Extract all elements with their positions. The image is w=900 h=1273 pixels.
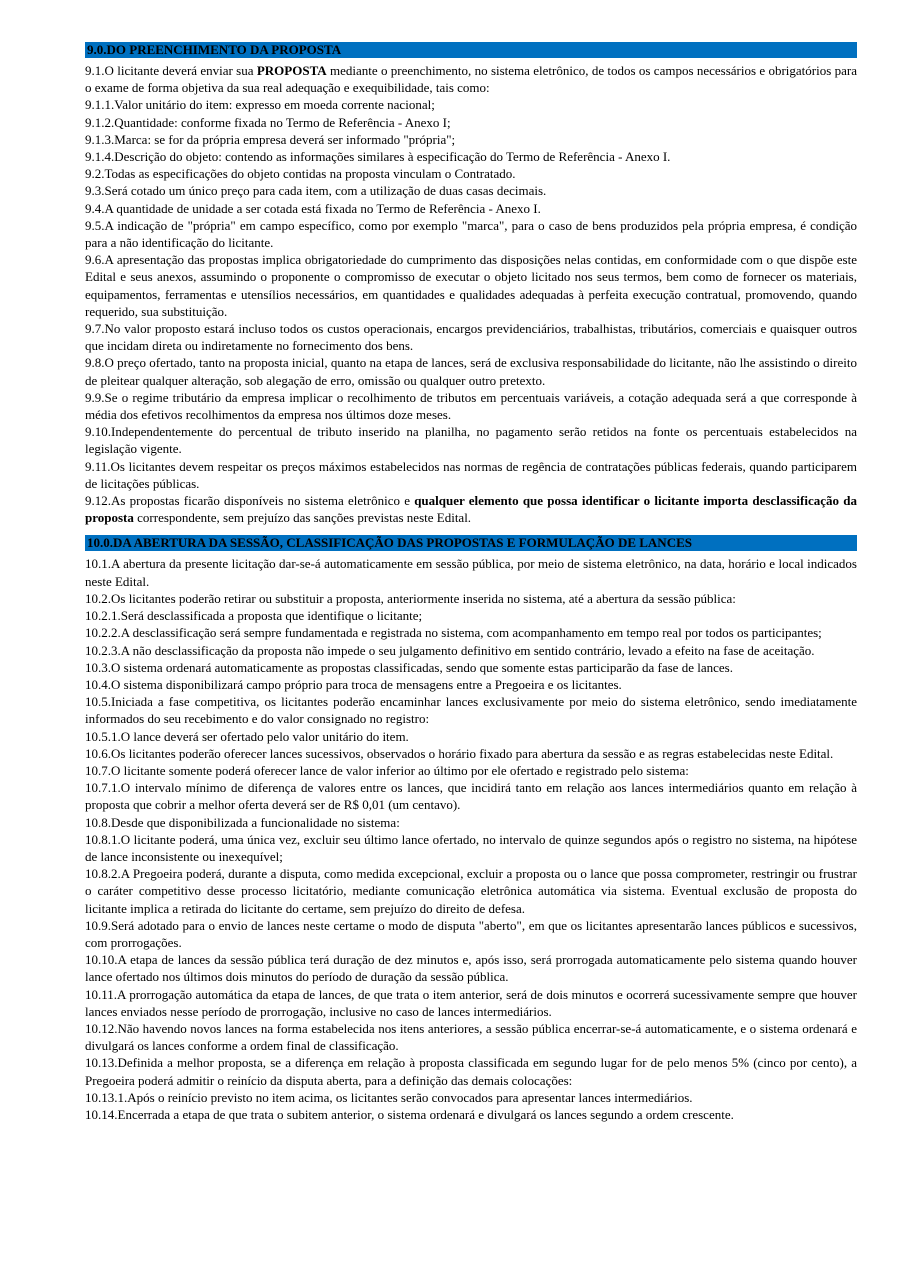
paragraph	[85, 659, 857, 676]
text-run: 10.2.2.A desclassificação será sempre fundamentada e registrada no sistema, com acompanhamento em tempo real por todos os participantes;	[85, 625, 822, 641]
text-run: 9.7.No valor proposto estará incluso todos os custos operacionais, encargos previdenciários, trabalhistas, tributários, comerciais e quaisquer outros que incidam direta ou indiretamente no fornecimento dos bens.	[85, 321, 857, 354]
text-run: 9.9.Se o regime tributário da empresa implicar o recolhimento de tributos em percentuais variáveis, a cotação adequada será a que corresponde à média dos efetivos recolhimentos da empresa nos últimos doze meses.	[85, 389, 857, 423]
text-run-bold: PROPOSTA	[256, 63, 327, 78]
paragraph	[85, 114, 857, 131]
text-run: 9.1.4.Descrição do objeto: contendo as informações similares à especificação do Termo de Referência - Anexo I.	[85, 149, 671, 165]
paragraph	[85, 590, 857, 607]
text-run: 10.7.O licitante somente poderá oferecer lance de valor inferior ao último por ele ofertado e registrado pelo sistema:	[85, 762, 689, 778]
text-run: 10.13.Definida a melhor proposta, se a diferença em relação à proposta classificada em segundo lugar for de pelo menos 5% (cinco por cento), a Pregoeira poderá admitir o reinício da disputa aberta, para a definição das demais colocações:	[85, 1055, 857, 1088]
paragraph	[85, 865, 857, 917]
paragraph	[85, 676, 857, 693]
paragraph	[85, 96, 857, 113]
text-run: 9.3.Será cotado um único preço para cada item, com a utilização de duas casas decimais.	[85, 183, 547, 199]
text-run: 10.12.Não havendo novos lances na forma estabelecida nos itens anteriores, a sessão pública encerrar-se-á automaticamente, e o sistema ordenará e divulgará os lances conforme a ordem final de classificação.	[85, 1020, 857, 1054]
paragraph	[85, 762, 857, 779]
paragraph	[85, 492, 857, 526]
text-run: 10.2.3.A não desclassificação da proposta não impede o seu julgamento definitivo em sentido contrário, levado a efeito na fase de aceitação.	[85, 642, 815, 658]
text-run: 9.6.A apresentação das propostas implica obrigatoriedade do cumprimento das disposições nelas contidas, em conformidade com o que dispõe este Edital e seus anexos, assumindo o proponente o compromisso de executar o objeto licitado nos seus termos, bem como de fornecer os materiais, equipamentos, ferramentas e utensílios necessários, em quantidades e qualidades adequadas à perfeita execução contratual, promovendo, quando requerido, sua substituição.	[85, 252, 857, 319]
text-run: 10.8.Desde que disponibilizada a funcionalidade no sistema:	[85, 814, 400, 830]
paragraph	[85, 389, 857, 423]
text-run: 9.12.As propostas ficarão disponíveis no sistema eletrônico e	[85, 493, 415, 509]
paragraph	[85, 607, 857, 624]
text-run: 9.8.O preço ofertado, tanto na proposta inicial, quanto na etapa de lances, será de exclusiva responsabilidade do licitante, não lhe assistindo o direito de pleitear qualquer alteração, sob alegação de erro, omissão ou qualquer outro pretexto.	[85, 355, 857, 388]
text-run: correspondente, sem prejuízo das sanções previstas neste Edital.	[133, 510, 472, 526]
paragraph	[85, 728, 857, 745]
document-section	[85, 535, 857, 1123]
paragraph	[85, 814, 857, 831]
paragraph	[85, 1089, 857, 1106]
text-run: 9.10.Independentemente do percentual de tributo inserido na planilha, no pagamento serão retidos na fonte os percentuais estabelecidos na legislação vigente.	[85, 424, 857, 457]
text-run-bold: qualquer elemento que possa identificar o licitante importa desclassificação da proposta	[85, 493, 857, 526]
section-header: 10.0.DA ABERTURA DA SESSÃO, CLASSIFICAÇÃO DAS PROPOSTAS E FORMULAÇÃO DE LANCES	[85, 535, 857, 551]
paragraph	[85, 693, 857, 727]
text-run: 9.1.O licitante deverá enviar sua	[85, 63, 257, 78]
text-run: 10.7.1.O intervalo mínimo de diferença de valores entre os lances, que incidirá tanto em relação aos lances intermediários quanto em relação à proposta que cobrir a melhor oferta deverá ser de R$ 0,01 (um centavo).	[85, 780, 857, 813]
document-body	[85, 42, 857, 1123]
paragraph	[85, 217, 857, 251]
paragraph	[85, 831, 857, 865]
text-run: 9.1.3.Marca: se for da própria empresa deverá ser informado "própria";	[85, 131, 456, 147]
paragraph	[85, 131, 857, 148]
text-run: 10.3.O sistema ordenará automaticamente as propostas classificadas, sendo que somente estas participarão da fase de lances.	[85, 659, 733, 675]
paragraph	[85, 555, 857, 589]
paragraph	[85, 62, 857, 96]
text-run: 10.8.1.O licitante poderá, uma única vez, excluir seu último lance ofertado, no intervalo de quinze segundos após o registro no sistema, na hipótese de lance inconsistente ou inexequível;	[85, 831, 857, 864]
paragraph	[85, 1020, 857, 1054]
text-run: 9.1.2.Quantidade: conforme fixada no Termo de Referência - Anexo I;	[85, 114, 451, 130]
text-run: mediante o preenchimento, no sistema eletrônico, de todos os campos necessários e obrigatórios para o exame de forma objetiva da sua real adequação e exequibilidade, tais como:	[85, 63, 857, 96]
paragraph	[85, 251, 857, 320]
text-run: 10.5.1.O lance deverá ser ofertado pelo valor unitário do item.	[85, 728, 409, 744]
paragraph	[85, 200, 857, 217]
text-run: 10.2.Os licitantes poderão retirar ou substituir a proposta, anteriormente inserida no sistema, até a abertura da sessão pública:	[85, 590, 736, 606]
paragraph	[85, 1106, 857, 1123]
text-run: 10.9.Será adotado para o envio de lances neste certame o modo de disputa "aberto", em que os licitantes apresentarão lances públicos e sucessivos, com prorrogações.	[85, 917, 857, 950]
section-header: 9.0.DO PREENCHIMENTO DA PROPOSTA	[85, 42, 857, 58]
paragraph	[85, 642, 857, 659]
paragraph	[85, 1054, 857, 1088]
text-run: 9.4.A quantidade de unidade a ser cotada está fixada no Termo de Referência - Anexo I.	[85, 200, 541, 216]
text-run: 10.1.A abertura da presente licitação dar-se-á automaticamente em sessão pública, por meio de sistema eletrônico, na data, horário e local indicados neste Edital.	[85, 556, 857, 589]
paragraph	[85, 986, 857, 1020]
paragraph	[85, 354, 857, 388]
paragraph	[85, 624, 857, 641]
paragraph	[85, 745, 857, 762]
paragraph	[85, 951, 857, 985]
paragraph	[85, 148, 857, 165]
text-run: 10.4.O sistema disponibilizará campo próprio para troca de mensagens entre a Pregoeira e os licitantes.	[85, 676, 622, 692]
text-run: 9.11.Os licitantes devem respeitar os preços máximos estabelecidos nas normas de regência de contratações públicas federais, quando participarem de licitações públicas.	[85, 458, 857, 491]
text-run: 9.5.A indicação de "própria" em campo específico, como por exemplo "marca", para o caso de bens produzidos pela própria empresa, é condição para a não identificação do licitante.	[85, 217, 857, 251]
paragraph	[85, 458, 857, 492]
paragraph	[85, 182, 857, 199]
text-run: 10.8.2.A Pregoeira poderá, durante a disputa, como medida excepcional, excluir a proposta ou o lance que possa comprometer, restringir ou frustrar o caráter competitivo desse processo licitatório, mediante comunicação eletrônica automática via sistema. Eventual exclusão de proposta do licitante implica a retirada do licitante do certame, sem prejuízo do direito de defesa.	[85, 866, 857, 916]
text-run: 10.10.A etapa de lances da sessão pública terá duração de dez minutos e, após isso, será prorrogada automaticamente pelo sistema quando houver lance ofertado nos últimos dois minutos do período de duração da sessão pública.	[85, 952, 857, 985]
paragraph	[85, 320, 857, 354]
text-run: 10.5.Iniciada a fase competitiva, os licitantes poderão encaminhar lances exclusivamente por meio do sistema eletrônico, sendo imediatamente informados do seu recebimento e do valor consignado no registro:	[85, 694, 857, 727]
text-run: 10.2.1.Será desclassificada a proposta que identifique o licitante;	[85, 608, 423, 624]
text-run: 10.11.A prorrogação automática da etapa de lances, de que trata o item anterior, será de dois minutos e ocorrerá sucessivamente sempre que houver lances enviados nesse período de prorrogação, inclusive no caso de lances intermediários.	[85, 986, 857, 1019]
paragraph	[85, 165, 857, 182]
paragraph	[85, 423, 857, 457]
text-run: 10.13.1.Após o reinício previsto no item acima, os licitantes serão convocados para apresentar lances intermediários.	[85, 1089, 693, 1105]
paragraph	[85, 779, 857, 813]
text-run: 10.14.Encerrada a etapa de que trata o subitem anterior, o sistema ordenará e divulgará os lances segundo a ordem crescente.	[85, 1106, 734, 1122]
text-run: 10.6.Os licitantes poderão oferecer lances sucessivos, observados o horário fixado para abertura da sessão e as regras estabelecidas neste Edital.	[85, 745, 834, 761]
paragraph	[85, 917, 857, 951]
text-run: 9.1.1.Valor unitário do item: expresso em moeda corrente nacional;	[85, 97, 435, 113]
document-section	[85, 42, 857, 526]
text-run: 9.2.Todas as especificações do objeto contidas na proposta vinculam o Contratado.	[85, 166, 516, 182]
